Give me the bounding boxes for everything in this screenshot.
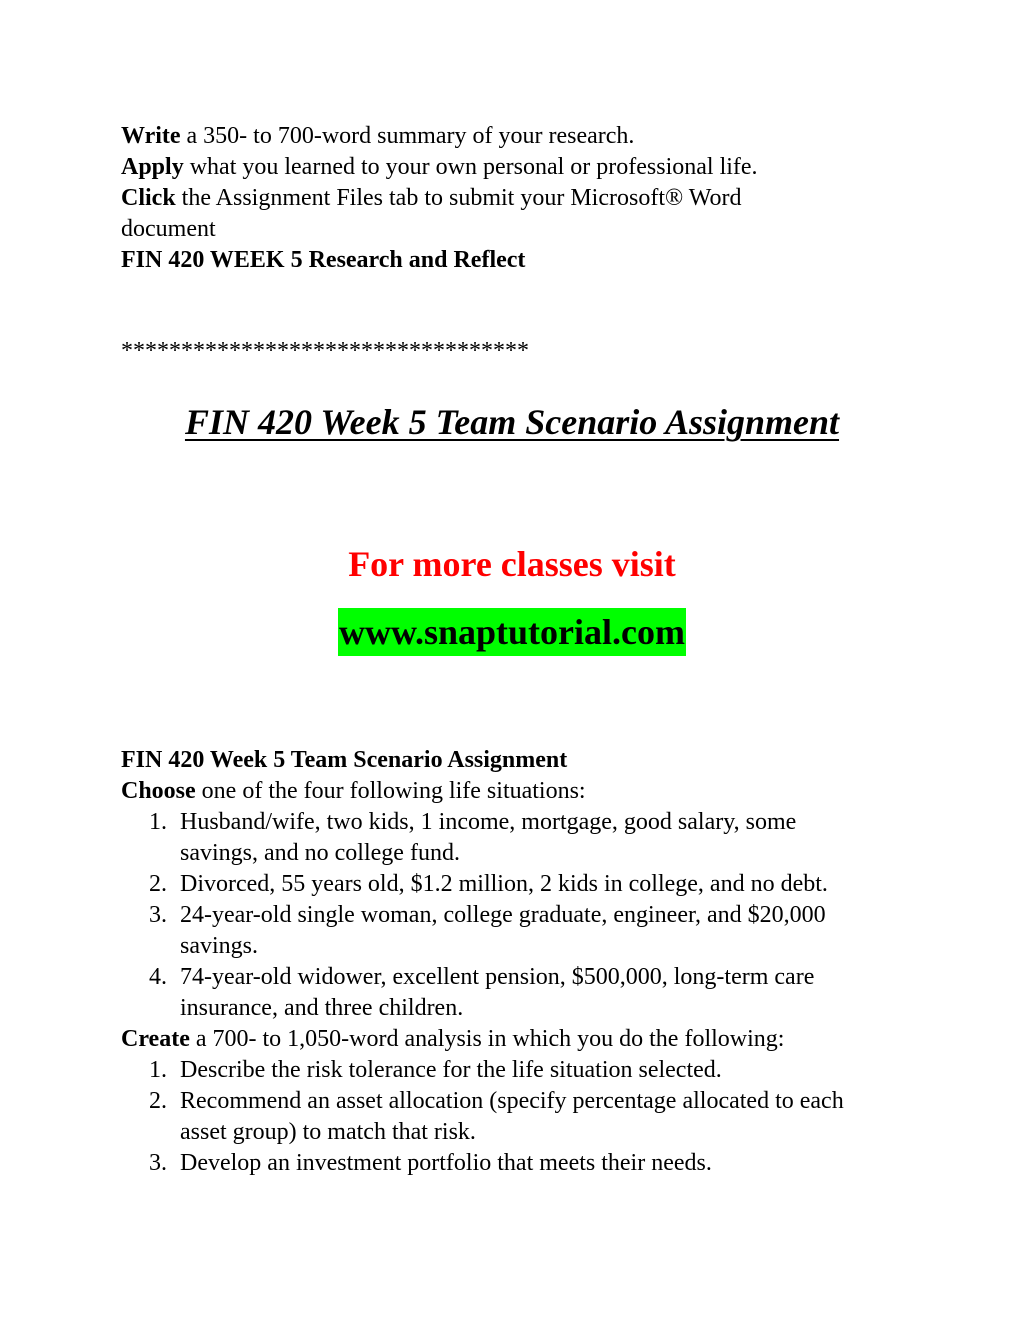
list-number: 1. — [149, 1057, 167, 1083]
create-text: a 700- to 1,050-word analysis in which you do the following: — [189, 1026, 785, 1052]
promo-text: For more classes visit — [348, 544, 676, 584]
create-instruction — [121, 1024, 921, 1055]
separator-stars: ********************************** — [121, 338, 529, 364]
promo-url-link[interactable]: www.snaptutorial.com — [338, 608, 686, 656]
list-number: 1. — [149, 809, 167, 835]
tasks-list — [121, 1055, 921, 1179]
list-number: 4. — [149, 964, 167, 990]
page-title — [0, 398, 1024, 446]
list-item — [121, 807, 921, 869]
click-text-continued: document — [121, 216, 216, 242]
list-item-text: 24-year-old single woman, college graduate, engineer, and $20,000 savings. — [180, 902, 826, 959]
assignment-heading: FIN 420 Week 5 Team Scenario Assignment — [121, 747, 568, 773]
list-item-text: Divorced, 55 years old, $1.2 million, 2 kids in college, and no debt. — [180, 871, 828, 897]
list-item — [121, 962, 921, 1024]
promo-url-wrap — [0, 608, 1024, 656]
apply-instruction — [121, 152, 921, 183]
list-number: 3. — [149, 1150, 167, 1176]
list-item-text: Husband/wife, two kids, 1 income, mortgage, good salary, some savings, and no college fund. — [180, 809, 797, 866]
list-item — [121, 1055, 921, 1086]
write-keyword: Write — [121, 123, 181, 149]
situations-list — [121, 807, 921, 1024]
choose-instruction — [121, 776, 921, 807]
assignment-block — [121, 745, 921, 1179]
choose-keyword: Choose — [121, 778, 196, 804]
list-item — [121, 869, 921, 900]
click-text: the Assignment Files tab to submit your Microsoft® Word — [175, 185, 742, 211]
write-text: a 350- to 700-word summary of your research. — [180, 123, 635, 149]
list-item-text: 74-year-old widower, excellent pension, $500,000, long-term care insurance, and three children. — [180, 964, 815, 1021]
list-item — [121, 900, 921, 962]
list-item-text: Develop an investment portfolio that meets their needs. — [180, 1150, 712, 1176]
intro-block — [121, 121, 921, 276]
choose-text: one of the four following life situations: — [195, 778, 586, 804]
apply-text: what you learned to your own personal or professional life. — [183, 154, 758, 180]
page-title-text: FIN 420 Week 5 Team Scenario Assignment — [184, 402, 840, 442]
list-number: 2. — [149, 871, 167, 897]
click-instruction — [121, 183, 921, 214]
list-number: 3. — [149, 902, 167, 928]
create-keyword: Create — [121, 1026, 190, 1052]
apply-keyword: Apply — [121, 154, 184, 180]
list-number: 2. — [149, 1088, 167, 1114]
list-item — [121, 1086, 921, 1148]
list-item — [121, 1148, 921, 1179]
list-item-text: Describe the risk tolerance for the life situation selected. — [180, 1057, 722, 1083]
research-reflect-heading: FIN 420 WEEK 5 Research and Reflect — [121, 247, 526, 273]
click-keyword: Click — [121, 185, 176, 211]
write-instruction — [121, 121, 921, 152]
list-item-text: Recommend an asset allocation (specify percentage allocated to each asset group) to match that risk. — [180, 1088, 844, 1145]
